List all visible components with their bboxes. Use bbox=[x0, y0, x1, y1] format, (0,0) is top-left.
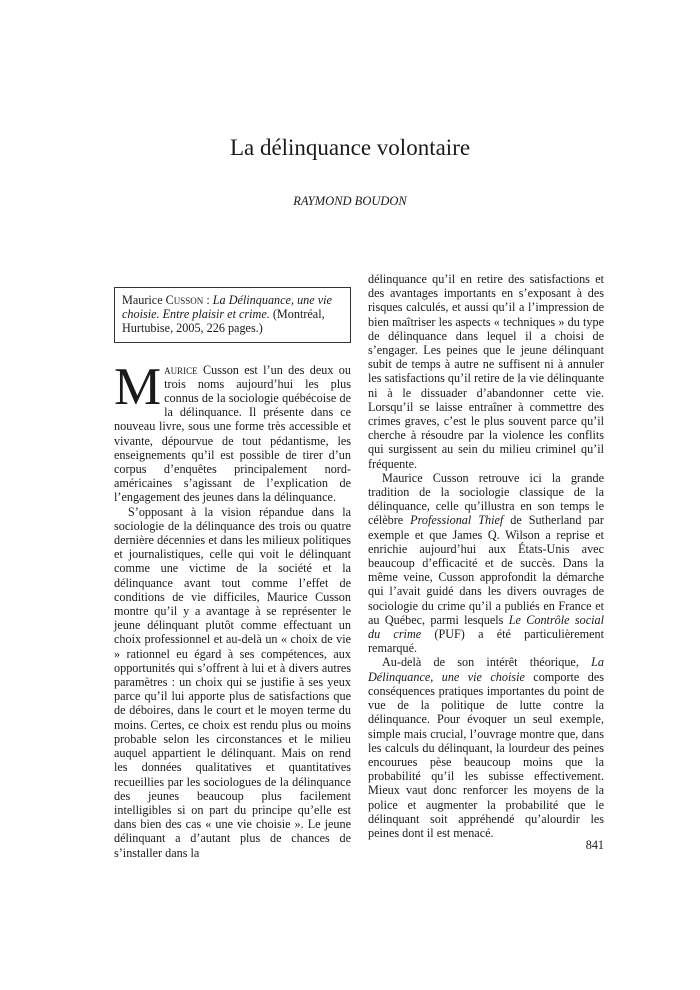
paragraph-4-italic: La Délinquance, une vie choisie bbox=[368, 655, 604, 684]
article-author: RAYMOND BOUDON bbox=[293, 194, 407, 208]
paragraph-4-text-b: comporte des conséquences pratiques importantes du point de vue de la politique de lutte contre la délinquance. Pour évoquer un seul exemple, simple mais crucial, l’ouvrage montre que, dans les calculs du délinquant, la lourdeur des peines encourues pèse beaucoup moins que la probabilité qu’il les subisse effectivement. Mieux vaut donc renforcer les moyens de la police et augmenter la probabilité que le délinquant soit appréhendé qu’alourdir les peines dont il est menacé. bbox=[368, 669, 604, 840]
page-number: 841 bbox=[585, 838, 604, 852]
paragraph-4 bbox=[368, 655, 604, 840]
ref-author-first: Maurice bbox=[122, 293, 166, 307]
paragraph-3-text-c: (PUF) a été particulièrement remarqué. bbox=[368, 627, 605, 656]
left-column bbox=[114, 287, 351, 860]
paragraph-3-italic-2: Le Contrôle social du crime bbox=[368, 612, 604, 642]
paragraph-3 bbox=[368, 471, 604, 656]
paragraph-1-text: Cusson est l’un des deux ou trois noms aujourd’hui les plus connus de la sociologie québécoise de la délinquance. Il présente dans ce nouveau livre, sous une forme très accessible et vivante, dépourvue de tout pédantisme, les enseignements qu’il est possible de tirer d’un corpus d’enquêtes principalement nord-américaines s’agissant de l’explication de l’engagement des jeunes dans la délinquance. bbox=[114, 362, 351, 505]
ref-author-last: Cusson bbox=[165, 293, 204, 307]
article-title: La délinquance volontaire bbox=[229, 135, 471, 160]
ref-book-title: La Délinquance, une vie choisie. Entre plaisir et crime. bbox=[122, 293, 332, 322]
paragraph-3-italic-1: Professional Thief bbox=[410, 513, 504, 528]
right-column bbox=[368, 272, 604, 840]
paragraph-2-continued: délinquance qu’il en retire des satisfactions et des avantages importants en s’exposant à des risques calculés, et aussi qu’il a l’impression de bien maîtriser les aspects « techniques » du type de délinquance dans lequel il a choisi de s’engager. Les peines que le jeune délinquant subit de temps à autre ne suffisent ni à annuler les satisfactions qu’il retire de la vie délinquante ni à le dissuader d’abandonner cette vie. Lorsqu’il se laisse entraîner à commettre des crimes graves, c’est le plus souvent parce qu’il cherche à résoudre par la violence les conflits qui surgissent au sein du milieu criminel qu’il fréquente. bbox=[368, 272, 604, 471]
paragraph-2: S’opposant à la vision répandue dans la sociologie de la délinquance des trois ou quatre dernière décennies et dans les milieux politiques et journalistiques, celle qui voit le délinquant comme une victime de la société et la délinquance avant tout comme l’effet de conditions de vie difficiles, Maurice Cusson montre qu’il y a avantage à se représenter le jeune délinquant plutôt comme effectuant un choix professionnel et au-delà un « choix de vie » rationnel eu égard à ses compétences, aux opportunités qui s’offrent à lui et à divers autres paramètres : un choix qui se justifie à ses yeux parce qu’il lui apporte plus de satisfactions que de déboires, dans le court et le moyen terme du moins. Certes, ce choix est rendu plus ou moins probable selon les circonstances et le milieu auquel appartient le délinquant. Mais on rend les données qualitatives et quantitatives recueillies par les sociologues de la délinquance des jeunes beaucoup plus facilement intelligibles si on part du principe qu’elle est dans bien des cas « une vie choisie ». Le jeune délinquant a d’autant plus de chances de s’installer dans la bbox=[114, 504, 351, 860]
ref-publisher: (Montréal, Hurtubise, 2005, 226 pages.) bbox=[122, 307, 325, 336]
lead-smallcaps: aurice bbox=[164, 362, 198, 377]
book-reference-box bbox=[114, 287, 351, 343]
paragraph-1 bbox=[114, 357, 351, 505]
ref-separator: : bbox=[203, 293, 213, 307]
paragraph-3-text-a: Maurice Cusson retrouve ici la grande tradition de la sociologie classique de la délinquance, celle qu’illustra en son temps le célèbre bbox=[368, 470, 604, 528]
paragraph-4-text-a: Au-delà de son intérêt théorique, bbox=[382, 655, 592, 670]
drop-cap: M bbox=[114, 357, 162, 416]
paragraph-3-text-b: de Sutherland par exemple et que James Q. Wilson a reprise et enrichie aujourd’hui aux États-Unis avec beaucoup d’efficacité et de succès. Dans la même veine, Cusson approfondit la démarche qui l’avait guidé dans les divers ouvrages de sociologie du crime qu’il a publiés en France et au Québec, parmi lesquels bbox=[368, 513, 604, 627]
